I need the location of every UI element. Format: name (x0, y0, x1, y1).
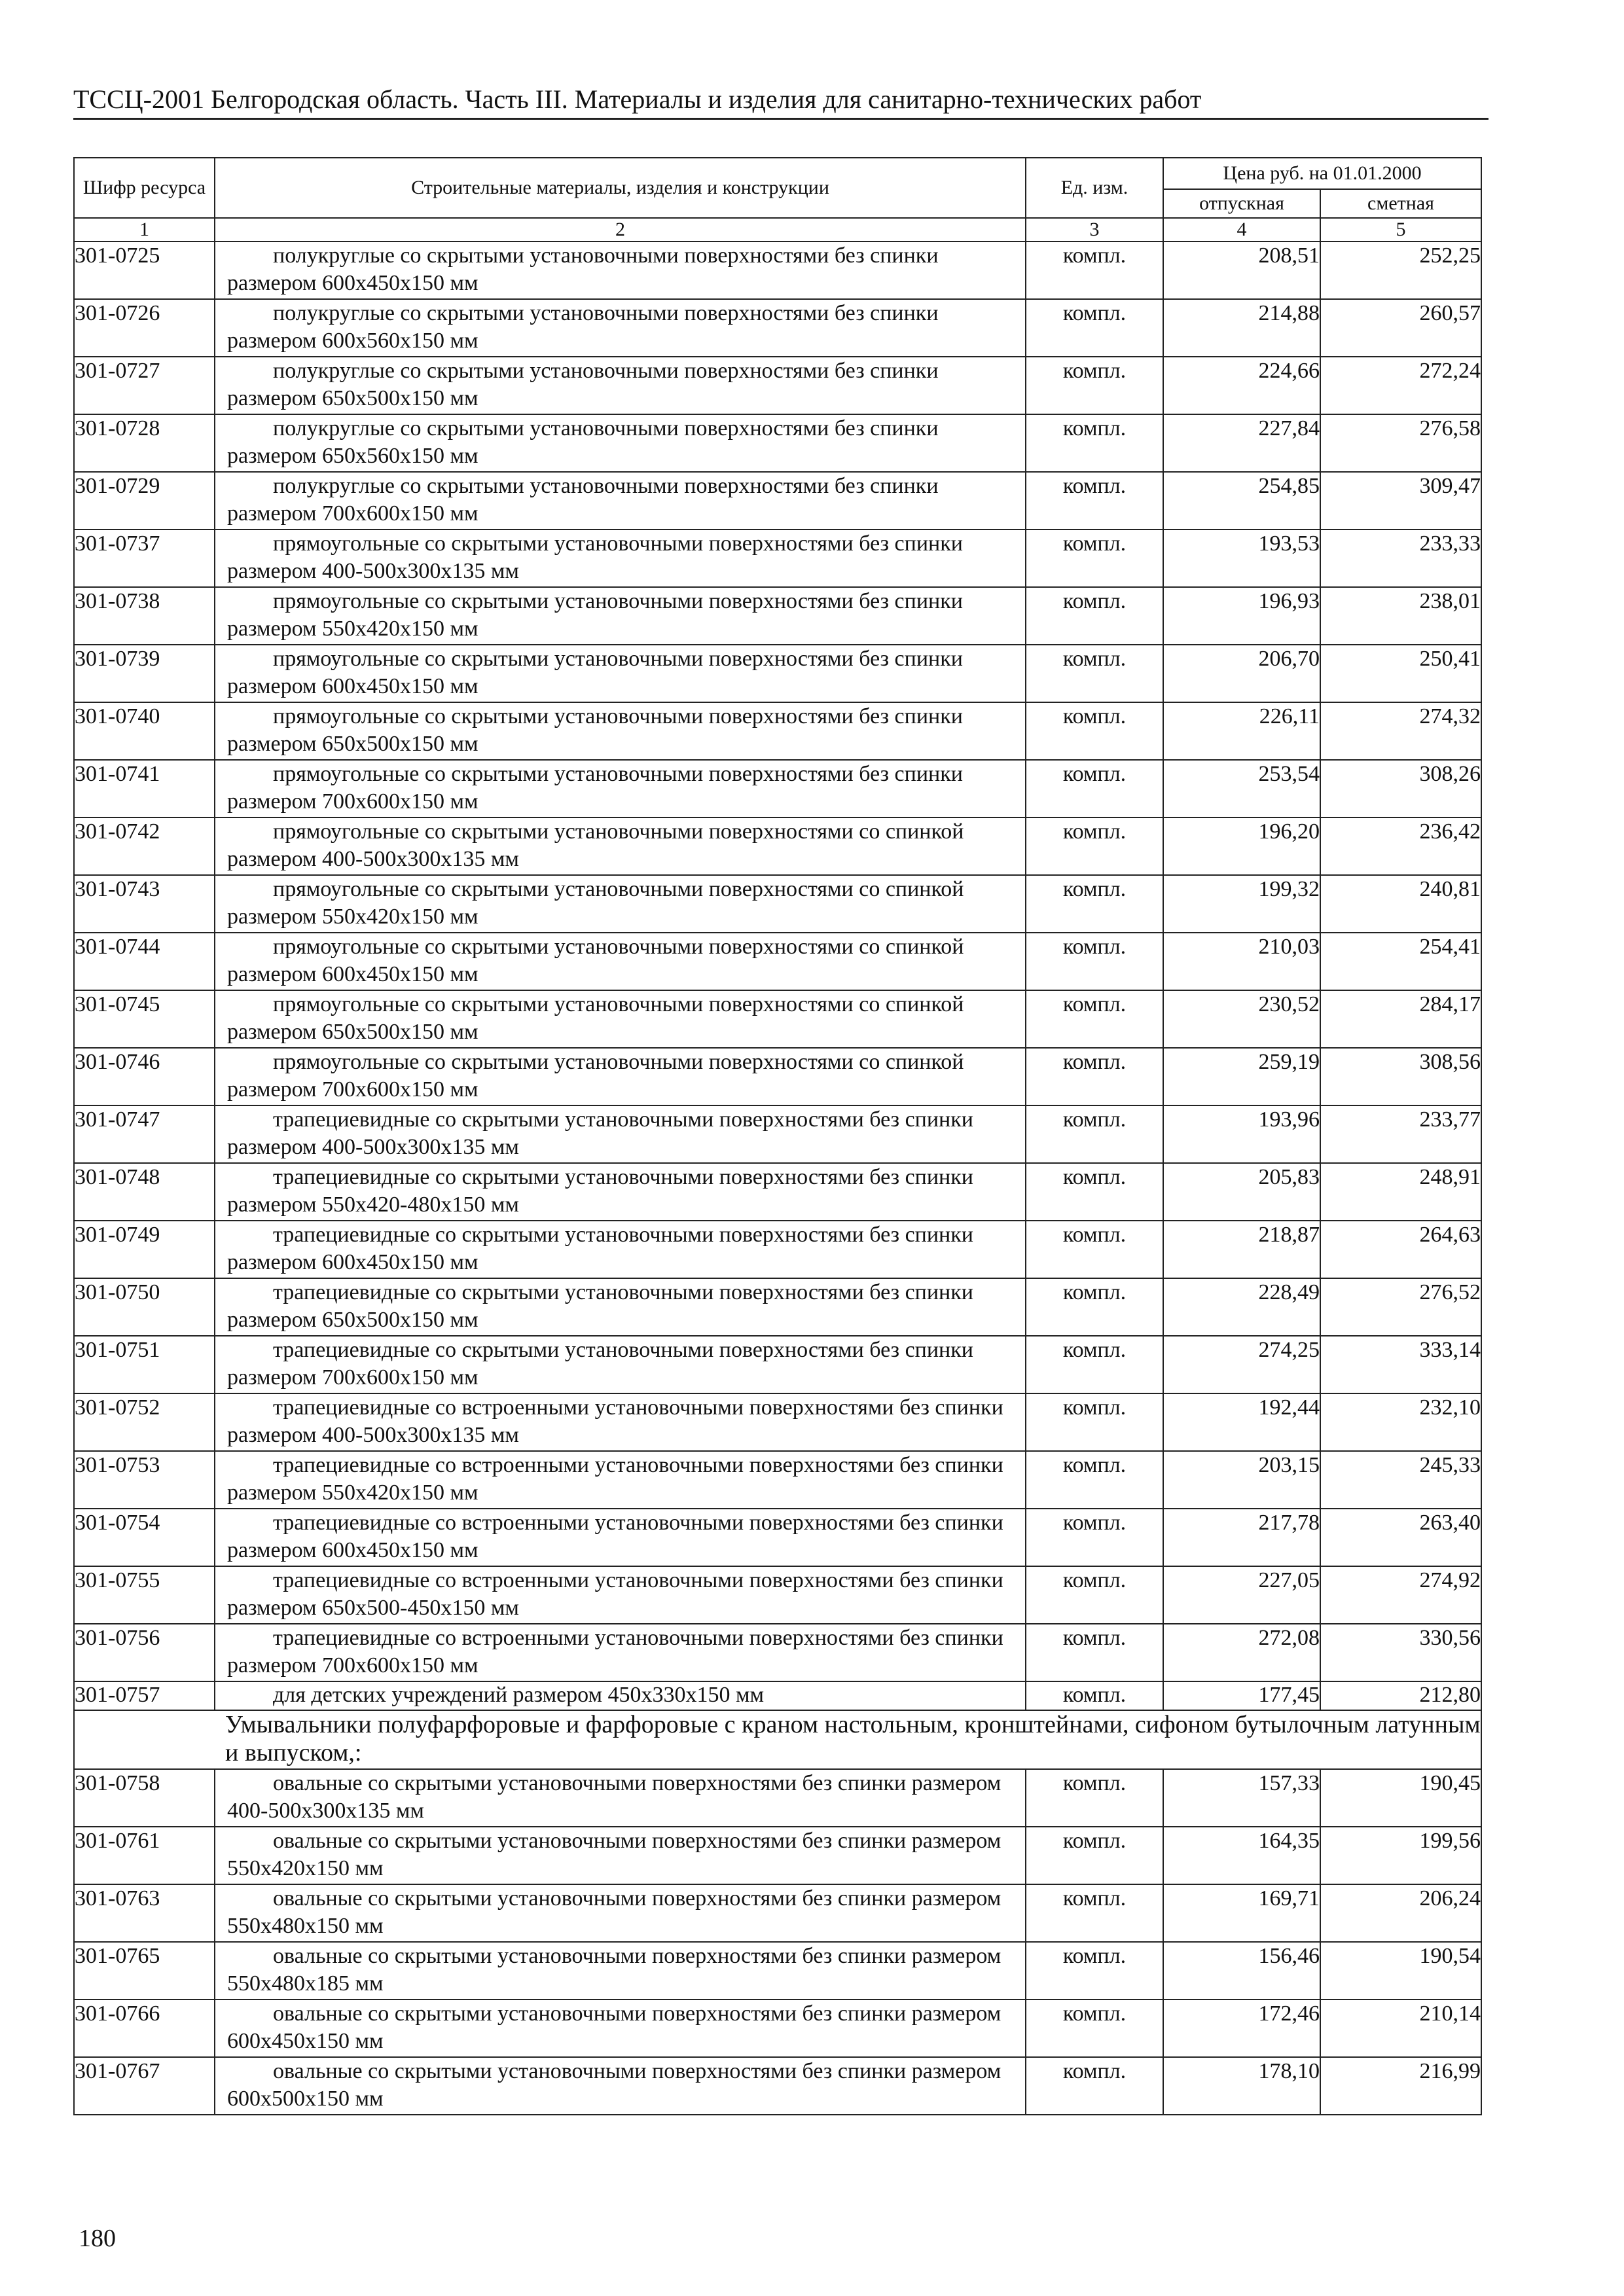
table-row (74, 242, 1481, 299)
material-description (215, 414, 1026, 472)
material-description-text: прямоугольные со скрытыми установочными поверхностями со спинкой размером 600x450x150 мм (227, 935, 964, 986)
material-description-text: прямоугольные со скрытыми установочными поверхностями со спинкой размером 550x420x150 мм (227, 877, 964, 929)
unit-of-measure: компл. (1026, 990, 1163, 1048)
material-description (215, 1942, 1026, 2000)
resource-code: 301-0745 (74, 990, 215, 1048)
table-row (74, 1624, 1481, 1681)
column-number: 5 (1320, 218, 1481, 242)
unit-of-measure: компл. (1026, 587, 1163, 645)
material-description (215, 1681, 1026, 1710)
resource-code: 301-0756 (74, 1624, 215, 1681)
material-description (215, 299, 1026, 357)
price-table (73, 157, 1482, 2115)
table-row (74, 414, 1481, 472)
header-divider (73, 118, 1489, 120)
release-price: 196,93 (1163, 587, 1320, 645)
estimate-price: 232,10 (1320, 1393, 1481, 1451)
material-description (215, 1769, 1026, 1827)
release-price: 253,54 (1163, 760, 1320, 817)
estimate-price: 263,40 (1320, 1509, 1481, 1566)
release-price: 254,85 (1163, 472, 1320, 529)
release-price: 193,96 (1163, 1105, 1320, 1163)
release-price: 224,66 (1163, 357, 1320, 414)
release-price: 206,70 (1163, 645, 1320, 702)
unit-of-measure: компл. (1026, 1105, 1163, 1163)
estimate-price: 216,99 (1320, 2057, 1481, 2115)
unit-of-measure: компл. (1026, 817, 1163, 875)
table-row (74, 645, 1481, 702)
material-description (215, 990, 1026, 1048)
resource-code: 301-0748 (74, 1163, 215, 1221)
resource-code: 301-0725 (74, 242, 215, 299)
material-description-text: овальные со скрытыми установочными поверхностями без спинки размером 550x480x150 мм (227, 1886, 1001, 1938)
unit-of-measure: компл. (1026, 1681, 1163, 1710)
material-description-text: прямоугольные со скрытыми установочными поверхностями без спинки размером 600x450x150 мм (227, 647, 963, 698)
resource-code: 301-0729 (74, 472, 215, 529)
estimate-price: 190,54 (1320, 1942, 1481, 2000)
unit-of-measure: компл. (1026, 1566, 1163, 1624)
estimate-price: 274,92 (1320, 1566, 1481, 1624)
estimate-price: 276,58 (1320, 414, 1481, 472)
material-description-text: прямоугольные со скрытыми установочными поверхностями без спинки размером 650x500x150 мм (227, 704, 963, 756)
resource-code: 301-0758 (74, 1769, 215, 1827)
material-description-text: трапециевидные со скрытыми установочными поверхностями без спинки размером 600x450x150 мм (227, 1223, 973, 1274)
resource-code: 301-0728 (74, 414, 215, 472)
table-row (74, 1221, 1481, 1278)
material-description-text: прямоугольные со скрытыми установочными поверхностями со спинкой размером 650x500x150 мм (227, 992, 964, 1044)
resource-code: 301-0737 (74, 529, 215, 587)
material-description (215, 587, 1026, 645)
release-price: 272,08 (1163, 1624, 1320, 1681)
release-price: 210,03 (1163, 933, 1320, 990)
material-description (215, 1336, 1026, 1393)
material-description-text: прямоугольные со скрытыми установочными поверхностями без спинки размером 550x420x150 мм (227, 589, 963, 641)
release-price: 228,49 (1163, 1278, 1320, 1336)
table-row (74, 472, 1481, 529)
release-price: 217,78 (1163, 1509, 1320, 1566)
estimate-price: 238,01 (1320, 587, 1481, 645)
resource-code: 301-0751 (74, 1336, 215, 1393)
page-number: 180 (79, 2225, 116, 2252)
material-description-text: для детских учреждений размером 450x330x150 мм (273, 1683, 765, 1707)
resource-code: 301-0750 (74, 1278, 215, 1336)
unit-of-measure: компл. (1026, 933, 1163, 990)
material-description-text: овальные со скрытыми установочными поверхностями без спинки размером 550x420x150 мм (227, 1829, 1001, 1880)
release-price: 203,15 (1163, 1451, 1320, 1509)
material-description-text: полукруглые со скрытыми установочными поверхностями без спинки размером 650x560x150 мм (227, 416, 939, 468)
material-description-text: трапециевидные со встроенными установочными поверхностями без спинки размером 600x450x150 мм (227, 1511, 1003, 1562)
material-description-text: трапециевидные со встроенными установочными поверхностями без спинки размером 400-500x300x135 мм (227, 1395, 1003, 1447)
unit-of-measure: компл. (1026, 760, 1163, 817)
estimate-price: 308,56 (1320, 1048, 1481, 1105)
material-description (215, 2000, 1026, 2057)
release-price: 259,19 (1163, 1048, 1320, 1105)
estimate-price: 236,42 (1320, 817, 1481, 875)
material-description (215, 933, 1026, 990)
material-description (215, 1827, 1026, 1884)
release-price: 274,25 (1163, 1336, 1320, 1393)
release-price: 208,51 (1163, 242, 1320, 299)
table-body-washbasins-porcelain (74, 1769, 1481, 2115)
estimate-price: 284,17 (1320, 990, 1481, 1048)
unit-of-measure: компл. (1026, 1048, 1163, 1105)
material-description (215, 1278, 1026, 1336)
estimate-price: 248,91 (1320, 1163, 1481, 1221)
release-price: 193,53 (1163, 529, 1320, 587)
table-row (74, 990, 1481, 1048)
unit-of-measure: компл. (1026, 1336, 1163, 1393)
resource-code: 301-0727 (74, 357, 215, 414)
material-description (215, 1566, 1026, 1624)
resource-code: 301-0740 (74, 702, 215, 760)
resource-code: 301-0746 (74, 1048, 215, 1105)
unit-of-measure: компл. (1026, 1769, 1163, 1827)
unit-of-measure: компл. (1026, 472, 1163, 529)
release-price: 169,71 (1163, 1884, 1320, 1942)
material-description (215, 1624, 1026, 1681)
table-row (74, 933, 1481, 990)
unit-of-measure: компл. (1026, 1163, 1163, 1221)
table-row (74, 1393, 1481, 1451)
column-header-estimate-price: сметная (1320, 189, 1481, 218)
resource-code: 301-0766 (74, 2000, 215, 2057)
column-header-unit: Ед. изм. (1026, 158, 1163, 218)
resource-code: 301-0744 (74, 933, 215, 990)
resource-code: 301-0763 (74, 1884, 215, 1942)
table-row (74, 299, 1481, 357)
column-header-code: Шифр ресурса (74, 158, 215, 218)
column-number: 1 (74, 218, 215, 242)
estimate-price: 264,63 (1320, 1221, 1481, 1278)
material-description (215, 2057, 1026, 2115)
estimate-price: 254,41 (1320, 933, 1481, 990)
estimate-price: 252,25 (1320, 242, 1481, 299)
table-row (74, 1509, 1481, 1566)
estimate-price: 212,80 (1320, 1681, 1481, 1710)
column-number: 3 (1026, 218, 1163, 242)
release-price: 199,32 (1163, 875, 1320, 933)
unit-of-measure: компл. (1026, 357, 1163, 414)
unit-of-measure: компл. (1026, 1509, 1163, 1566)
table-row (74, 1827, 1481, 1884)
unit-of-measure: компл. (1026, 2000, 1163, 2057)
table-row (74, 1884, 1481, 1942)
material-description (215, 242, 1026, 299)
estimate-price: 276,52 (1320, 1278, 1481, 1336)
resource-code: 301-0765 (74, 1942, 215, 2000)
material-description (215, 1105, 1026, 1163)
resource-code: 301-0754 (74, 1509, 215, 1566)
section-title: Умывальники полуфарфоровые и фарфоровые с краном настольным, кронштейнами, сифоном бутылочным латунным и выпуском,: (74, 1710, 1481, 1769)
estimate-price: 199,56 (1320, 1827, 1481, 1884)
release-price: 196,20 (1163, 817, 1320, 875)
release-price: 164,35 (1163, 1827, 1320, 1884)
table-row (74, 1681, 1481, 1710)
table-row (74, 1566, 1481, 1624)
estimate-price: 330,56 (1320, 1624, 1481, 1681)
material-description (215, 645, 1026, 702)
column-header-name: Строительные материалы, изделия и конструкции (215, 158, 1026, 218)
unit-of-measure: компл. (1026, 1624, 1163, 1681)
unit-of-measure: компл. (1026, 702, 1163, 760)
resource-code: 301-0767 (74, 2057, 215, 2115)
material-description (215, 529, 1026, 587)
column-number: 4 (1163, 218, 1320, 242)
column-number: 2 (215, 218, 1026, 242)
material-description (215, 472, 1026, 529)
resource-code: 301-0741 (74, 760, 215, 817)
table-body-washbasins-main (74, 242, 1481, 1710)
unit-of-measure: компл. (1026, 1451, 1163, 1509)
release-price: 178,10 (1163, 2057, 1320, 2115)
table-row (74, 587, 1481, 645)
table-row (74, 1336, 1481, 1393)
resource-code: 301-0726 (74, 299, 215, 357)
release-price: 214,88 (1163, 299, 1320, 357)
resource-code: 301-0747 (74, 1105, 215, 1163)
material-description (215, 875, 1026, 933)
material-description-text: трапециевидные со встроенными установочными поверхностями без спинки размером 650x500-450x150 мм (227, 1568, 1003, 1620)
material-description-text: овальные со скрытыми установочными поверхностями без спинки размером 550x480x185 мм (227, 1944, 1001, 1996)
material-description-text: полукруглые со скрытыми установочными поверхностями без спинки размером 700x600x150 мм (227, 474, 939, 526)
material-description (215, 1884, 1026, 1942)
table-row (74, 529, 1481, 587)
column-header-release-price: отпускная (1163, 189, 1320, 218)
material-description (215, 1393, 1026, 1451)
estimate-price: 333,14 (1320, 1336, 1481, 1393)
release-price: 172,46 (1163, 2000, 1320, 2057)
material-description-text: полукруглые со скрытыми установочными поверхностями без спинки размером 650x500x150 мм (227, 359, 939, 410)
estimate-price: 233,33 (1320, 529, 1481, 587)
section-header-group (74, 1710, 1481, 1769)
unit-of-measure: компл. (1026, 414, 1163, 472)
material-description (215, 1048, 1026, 1105)
table-row (74, 817, 1481, 875)
material-description (215, 760, 1026, 817)
estimate-price: 233,77 (1320, 1105, 1481, 1163)
material-description-text: овальные со скрытыми установочными поверхностями без спинки размером 600x500x150 мм (227, 2059, 1001, 2111)
unit-of-measure: компл. (1026, 2057, 1163, 2115)
material-description-text: трапециевидные со встроенными установочными поверхностями без спинки размером 700x600x150 мм (227, 1626, 1003, 1677)
release-price: 192,44 (1163, 1393, 1320, 1451)
estimate-price: 190,45 (1320, 1769, 1481, 1827)
resource-code: 301-0743 (74, 875, 215, 933)
material-description-text: трапециевидные со встроенными установочными поверхностями без спинки размером 550x420x150 мм (227, 1453, 1003, 1505)
material-description-text: полукруглые со скрытыми установочными поверхностями без спинки размером 600x450x150 мм (227, 243, 939, 295)
table-row (74, 357, 1481, 414)
table-row (74, 1105, 1481, 1163)
release-price: 227,84 (1163, 414, 1320, 472)
table-row (74, 1048, 1481, 1105)
unit-of-measure: компл. (1026, 242, 1163, 299)
unit-of-measure: компл. (1026, 1221, 1163, 1278)
release-price: 156,46 (1163, 1942, 1320, 2000)
estimate-price: 274,32 (1320, 702, 1481, 760)
resource-code: 301-0738 (74, 587, 215, 645)
material-description-text: прямоугольные со скрытыми установочными поверхностями без спинки размером 700x600x150 мм (227, 762, 963, 814)
resource-code: 301-0752 (74, 1393, 215, 1451)
material-description (215, 1163, 1026, 1221)
table-row (74, 2000, 1481, 2057)
resource-code: 301-0742 (74, 817, 215, 875)
material-description-text: прямоугольные со скрытыми установочными поверхностями со спинкой размером 700x600x150 мм (227, 1050, 964, 1102)
table-row (74, 760, 1481, 817)
unit-of-measure: компл. (1026, 875, 1163, 933)
estimate-price: 240,81 (1320, 875, 1481, 933)
release-price: 177,45 (1163, 1681, 1320, 1710)
release-price: 230,52 (1163, 990, 1320, 1048)
table-row (74, 1278, 1481, 1336)
table-row (74, 1942, 1481, 2000)
resource-code: 301-0755 (74, 1566, 215, 1624)
material-description-text: полукруглые со скрытыми установочными поверхностями без спинки размером 600x560x150 мм (227, 301, 939, 353)
estimate-price: 245,33 (1320, 1451, 1481, 1509)
material-description-text: трапециевидные со скрытыми установочными поверхностями без спинки размером 650x500x150 мм (227, 1280, 973, 1332)
material-description-text: трапециевидные со скрытыми установочными поверхностями без спинки размером 700x600x150 мм (227, 1338, 973, 1390)
material-description (215, 1221, 1026, 1278)
release-price: 157,33 (1163, 1769, 1320, 1827)
release-price: 226,11 (1163, 702, 1320, 760)
estimate-price: 272,24 (1320, 357, 1481, 414)
material-description (215, 1509, 1026, 1566)
table-row (74, 2057, 1481, 2115)
table-row (74, 875, 1481, 933)
table-row (74, 1769, 1481, 1827)
unit-of-measure: компл. (1026, 1393, 1163, 1451)
material-description-text: трапециевидные со скрытыми установочными поверхностями без спинки размером 400-500x300x135 мм (227, 1107, 973, 1159)
release-price: 205,83 (1163, 1163, 1320, 1221)
resource-code: 301-0749 (74, 1221, 215, 1278)
estimate-price: 250,41 (1320, 645, 1481, 702)
table-row (74, 1163, 1481, 1221)
release-price: 218,87 (1163, 1221, 1320, 1278)
material-description (215, 817, 1026, 875)
unit-of-measure: компл. (1026, 1278, 1163, 1336)
resource-code: 301-0757 (74, 1681, 215, 1710)
estimate-price: 206,24 (1320, 1884, 1481, 1942)
unit-of-measure: компл. (1026, 529, 1163, 587)
release-price: 227,05 (1163, 1566, 1320, 1624)
material-description-text: прямоугольные со скрытыми установочными поверхностями без спинки размером 400-500x300x135 мм (227, 531, 963, 583)
estimate-price: 308,26 (1320, 760, 1481, 817)
unit-of-measure: компл. (1026, 299, 1163, 357)
estimate-price: 260,57 (1320, 299, 1481, 357)
material-description-text: овальные со скрытыми установочными поверхностями без спинки размером 400-500x300x135 мм (227, 1771, 1001, 1823)
material-description-text: трапециевидные со скрытыми установочными поверхностями без спинки размером 550x420-480x150 мм (227, 1165, 973, 1217)
material-description (215, 1451, 1026, 1509)
table-row (74, 1451, 1481, 1509)
unit-of-measure: компл. (1026, 1884, 1163, 1942)
unit-of-measure: компл. (1026, 645, 1163, 702)
material-description-text: овальные со скрытыми установочными поверхностями без спинки размером 600x450x150 мм (227, 2001, 1001, 2053)
estimate-price: 309,47 (1320, 472, 1481, 529)
unit-of-measure: компл. (1026, 1827, 1163, 1884)
resource-code: 301-0761 (74, 1827, 215, 1884)
table-row (74, 702, 1481, 760)
material-description-text: прямоугольные со скрытыми установочными поверхностями со спинкой размером 400-500x300x135 мм (227, 819, 964, 871)
resource-code: 301-0739 (74, 645, 215, 702)
material-description (215, 357, 1026, 414)
page-header-title: ТССЦ-2001 Белгородская область. Часть III. Материалы и изделия для санитарно-технических работ (73, 84, 1202, 114)
unit-of-measure: компл. (1026, 1942, 1163, 2000)
column-header-price: Цена руб. на 01.01.2000 (1163, 158, 1481, 189)
material-description (215, 702, 1026, 760)
resource-code: 301-0753 (74, 1451, 215, 1509)
estimate-price: 210,14 (1320, 2000, 1481, 2057)
